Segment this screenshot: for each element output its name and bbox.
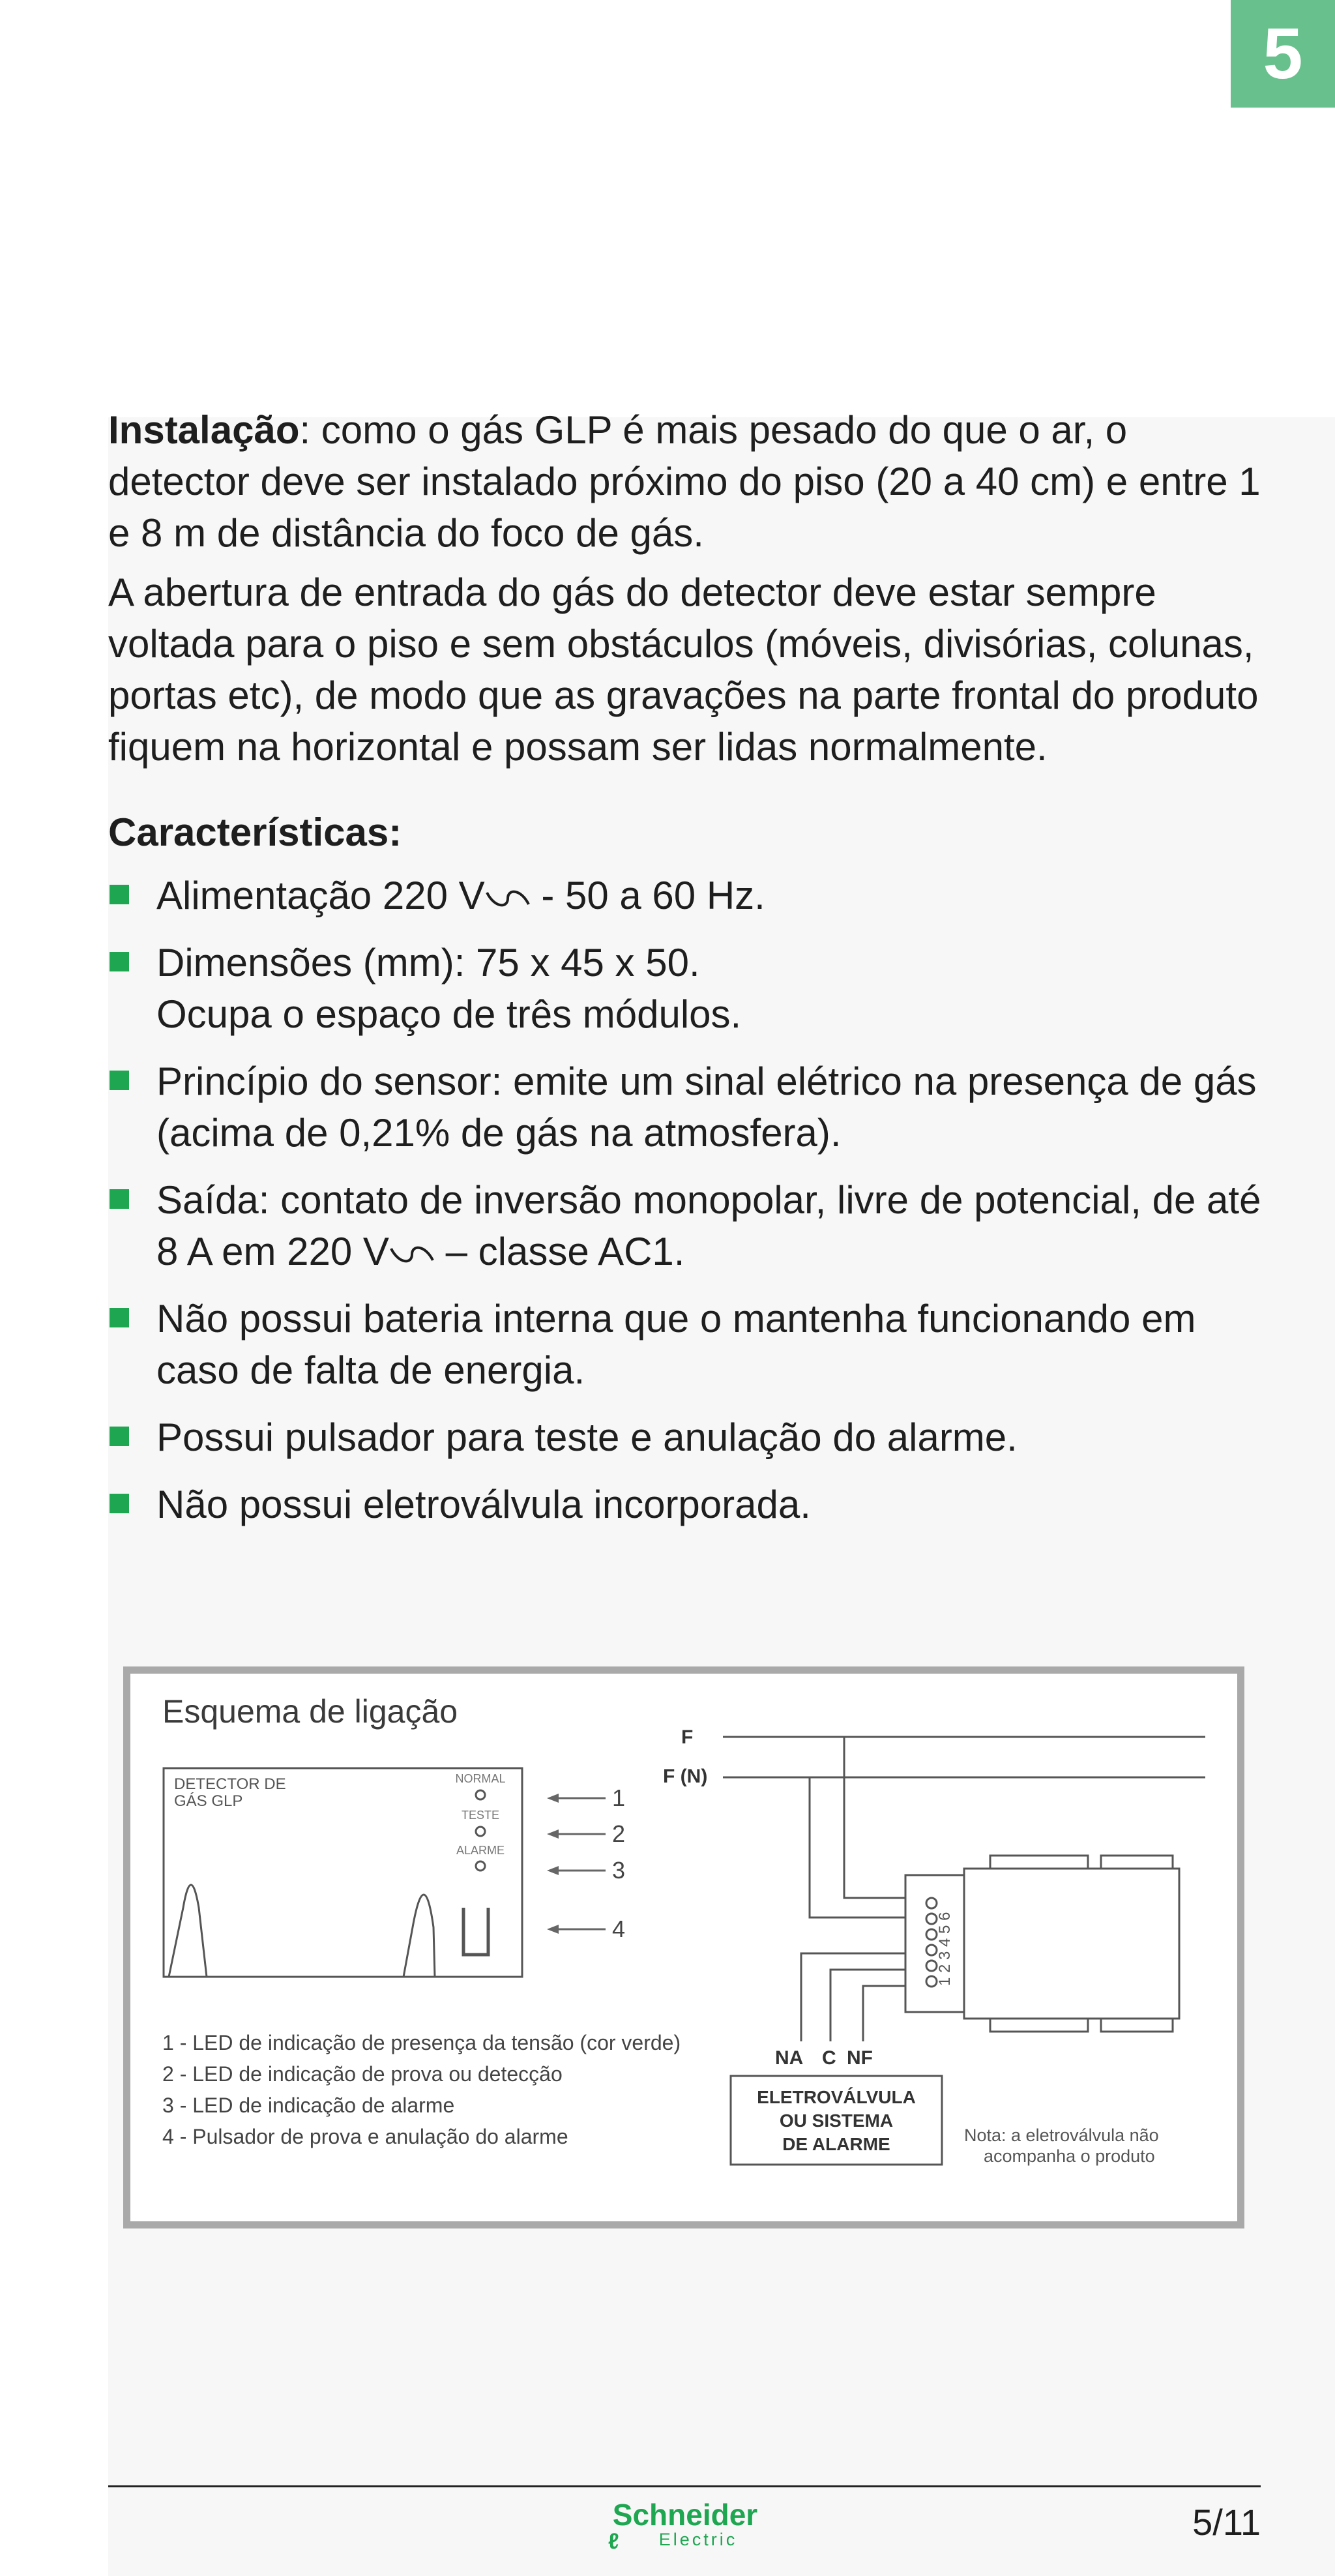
brand-name: Schneider [612, 2498, 758, 2532]
list-item [108, 937, 1275, 1040]
valve-label: DE ALARME [782, 2134, 890, 2154]
legend-item: 3 - LED de indicação de alarme [162, 2094, 455, 2117]
opening-paragraph: A abertura de entrada do gás do detector deve estar sempre voltada para o piso e sem obstáculos (móveis, divisórias, colunas, portas etc), de modo que as gravações na parte frontal do produto fiquem na horizontal e possam ser lidas normalmente. [108, 570, 1259, 769]
led-teste-label: TESTE [461, 1809, 500, 1822]
item-text: Dimensões (mm): 75 x 45 x 50. [156, 941, 700, 985]
led-alarme-label: ALARME [456, 1844, 505, 1857]
installation-lead: Instalação [108, 408, 300, 452]
bullet-icon [110, 952, 129, 971]
ac-symbol-icon [389, 1245, 435, 1264]
item-text: Alimentação 220 V [156, 874, 485, 917]
section-tab: 5 [1231, 0, 1335, 108]
bullet-icon [110, 1189, 129, 1209]
wiring-diagram [123, 1666, 1244, 2228]
bullet-icon [110, 1494, 129, 1513]
characteristics-title: Características: [108, 810, 402, 854]
footer-divider [108, 2485, 1261, 2487]
legend-item: 2 - LED de indicação de prova ou detecção [162, 2062, 563, 2086]
installation-paragraph [108, 404, 1275, 559]
item-text: – classe AC1. [434, 1230, 685, 1273]
characteristics-list [108, 870, 1275, 1530]
callout-4: 4 [612, 1916, 626, 1942]
item-text: Ocupa o espaço de três módulos. [156, 992, 742, 1036]
diagram-title: Esquema de ligação [162, 1693, 458, 1730]
bullet-icon [110, 1427, 129, 1446]
terminal-numbers: 1 2 3 4 5 6 [936, 1912, 954, 1986]
note-text: acompanha o produto [984, 2146, 1155, 2166]
item-text: Possui pulsador para teste e anulação do alarme. [156, 1415, 1018, 1459]
callout-1: 1 [612, 1784, 626, 1811]
valve-label: OU SISTEMA [779, 2110, 894, 2131]
schneider-logo [608, 2498, 762, 2554]
life-is-on-icon: ℓ [608, 2529, 619, 2554]
list-item [108, 1412, 1275, 1463]
bullet-icon [110, 1308, 129, 1327]
device-label: DETECTOR DE [174, 1775, 286, 1793]
bullet-icon [110, 1071, 129, 1090]
item-text: - 50 a 60 Hz. [530, 874, 765, 917]
bullet-icon [110, 885, 129, 904]
list-item [108, 1479, 1275, 1530]
brand-sub: Electric [658, 2530, 738, 2549]
callout-2: 2 [612, 1820, 626, 1847]
led-normal-label: NORMAL [455, 1772, 506, 1785]
wire-fn-label: F (N) [663, 1766, 708, 1787]
contact-na: NA [775, 2047, 804, 2069]
item-text: Princípio do sensor: emite um sinal elétrico na presença de gás (acima de 0,21% de gás na atmosfera). [156, 1059, 1257, 1155]
list-item [108, 1174, 1275, 1277]
ac-symbol-icon [485, 889, 531, 908]
list-item [108, 1056, 1275, 1159]
page-number: 5/11 [1192, 2502, 1261, 2543]
legend-item: 1 - LED de indicação de presença da tensão (cor verde) [162, 2031, 681, 2054]
main-content [108, 404, 1275, 1546]
note-text: Nota: a eletroválvula não [964, 2125, 1159, 2145]
valve-label: ELETROVÁLVULA [757, 2087, 916, 2107]
wire-f-label: F [681, 1726, 694, 1748]
list-item [108, 1293, 1275, 1396]
legend-item: 4 - Pulsador de prova e anulação do alarme [162, 2125, 568, 2148]
item-text: Saída: contato de inversão monopolar, livre de potencial, de até 8 A em 220 V [156, 1178, 1261, 1273]
wiring-diagram-svg [123, 1666, 1244, 2228]
contact-c: C [822, 2047, 836, 2069]
list-item [108, 870, 1275, 921]
callout-3: 3 [612, 1857, 626, 1884]
item-text: Não possui bateria interna que o mantenha funcionando em caso de falta de energia. [156, 1297, 1196, 1392]
contact-nf: NF [847, 2047, 873, 2069]
device-label: GÁS GLP [174, 1792, 243, 1810]
installation-text: : como o gás GLP é mais pesado do que o ar, o detector deve ser instalado próximo do piso (20 a 40 cm) e entre 1 e 8 m de distância do foco de gás. [108, 408, 1261, 555]
item-text: Não possui eletroválvula incorporada. [156, 1483, 811, 1526]
